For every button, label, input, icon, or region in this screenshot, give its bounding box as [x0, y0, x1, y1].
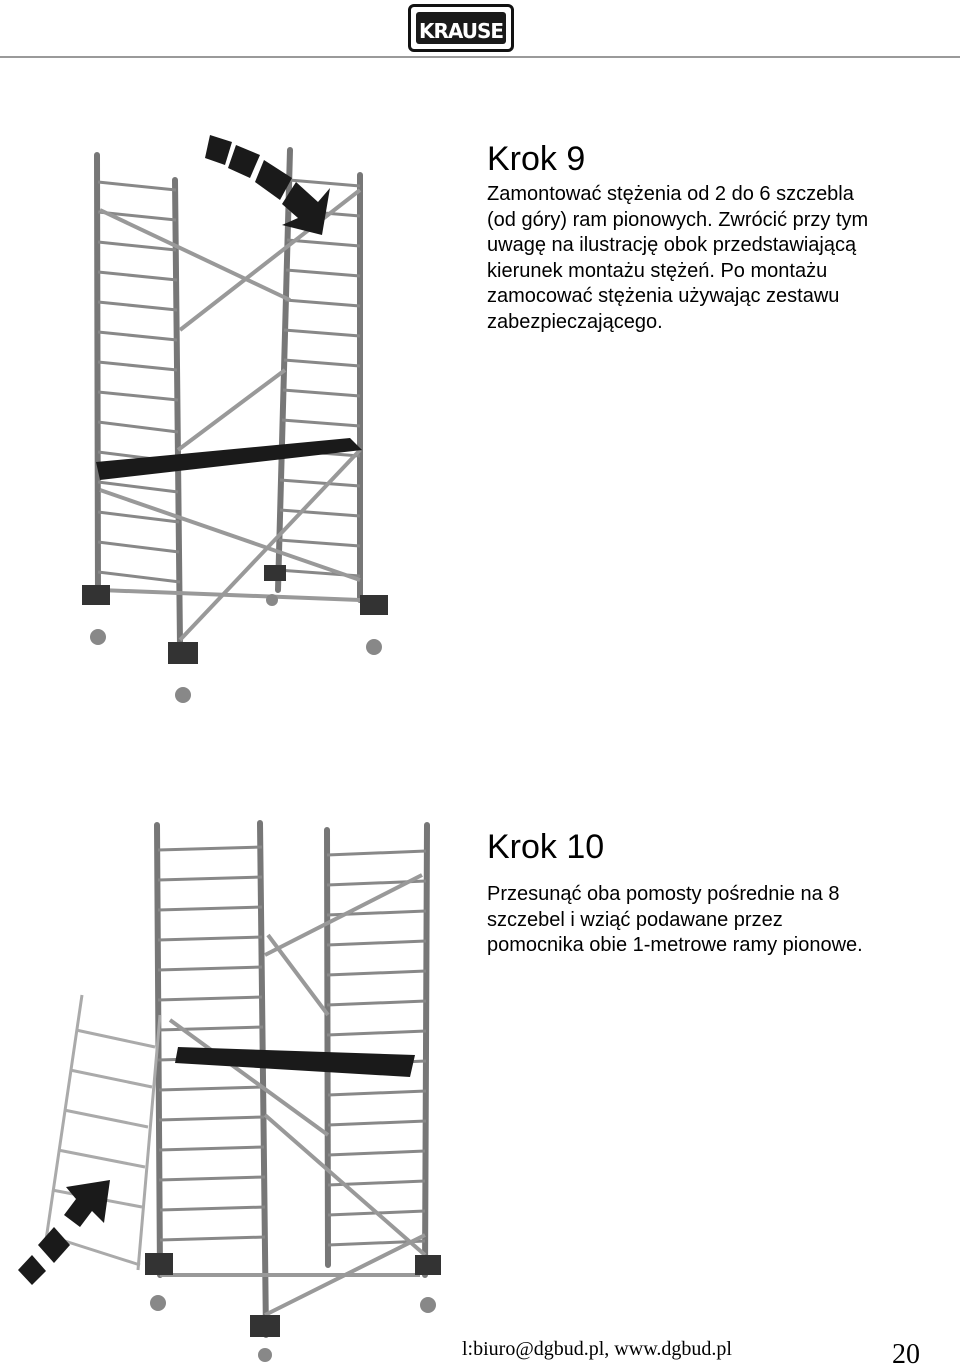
- step9-line: uwagę na ilustrację obok przedstawiającą: [487, 234, 857, 256]
- logo-text: KRAUSE: [418, 19, 504, 43]
- platform: [96, 438, 362, 480]
- step10-description: [487, 882, 937, 959]
- step9-line: zabezpieczającego.: [487, 310, 663, 333]
- arrow-icon: [18, 1180, 110, 1285]
- step9-line: Zamontować stężenia od 2 do 6 szczebla: [487, 183, 854, 205]
- diagonal-braces: [160, 875, 425, 1315]
- back-frame-rungs: [327, 851, 426, 1245]
- castors: [145, 1253, 441, 1362]
- logo-lettering: [411, 7, 511, 49]
- arrow-icon: [205, 135, 330, 235]
- step10-line: Przesunąć oba pomosty pośrednie na 8: [487, 883, 840, 905]
- back-frame-rungs: [278, 180, 360, 576]
- krause-logo: [408, 4, 514, 52]
- castors: [82, 565, 388, 703]
- front-frame-rungs: [158, 847, 265, 1240]
- page-number: 20: [892, 1339, 920, 1370]
- step9-line: (od góry) ram pionowych. Zwrócić przy tym: [487, 208, 869, 231]
- step10-line: pomocnika obie 1-metrowe ramy pionowe.: [487, 934, 863, 956]
- scaffold-figure-step10: [10, 815, 450, 1365]
- step9-title: Krok 9: [487, 140, 586, 178]
- step10-line: szczebel i wziąć podawane przez: [487, 908, 783, 931]
- step9-line: zamocować stężenia używając zestawu: [487, 285, 840, 307]
- footer-contact: l:biuro@dgbud.pl, www.dgbud.pl: [462, 1338, 732, 1360]
- scaffold-figure-step9: [60, 120, 480, 720]
- step9-description: [487, 182, 937, 335]
- header-divider: [0, 56, 960, 58]
- step10-title: Krok 10: [487, 828, 605, 866]
- platform: [175, 1047, 415, 1077]
- step9-line: kierunek montażu stężeń. Po montażu: [487, 259, 828, 282]
- handed-frame: [46, 995, 160, 1270]
